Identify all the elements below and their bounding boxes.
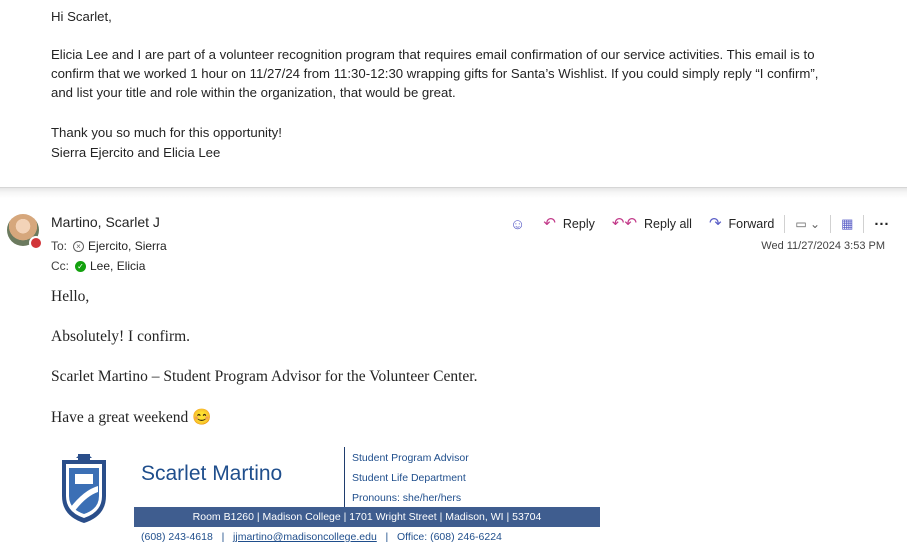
signature-office: Office: (608) 246-6224 — [397, 531, 502, 543]
signature-phone: (608) 243-4618 — [141, 531, 213, 543]
college-logo — [60, 450, 108, 524]
body-confirmation: Absolutely! I confirm. — [51, 328, 191, 345]
previous-greeting: Hi Scarlet, — [51, 9, 112, 24]
to-label: To: — [51, 239, 68, 253]
forward-label: Forward — [728, 217, 775, 231]
reply-all-label: Reply all — [644, 217, 692, 231]
more-options-icon[interactable]: ··· — [874, 215, 890, 233]
previous-paragraph-line1: Elicia Lee and I are part of a volunteer recognition program that requires email confirmation of our service activities. This email is to — [51, 47, 815, 62]
body-role: Scarlet Martino – Student Program Advisor for the Volunteer Center. — [51, 368, 478, 385]
signature-pronouns: Pronouns: she/her/hers — [352, 492, 462, 504]
more-actions-dropdown-icon[interactable]: ▭ ⌄ — [795, 217, 821, 231]
action-separator — [863, 215, 864, 233]
signature-divider — [344, 447, 345, 508]
message-date: Wed 11/27/2024 3:53 PM — [761, 240, 885, 252]
action-separator — [830, 215, 831, 233]
action-separator — [784, 215, 785, 233]
message-actions — [510, 214, 889, 234]
to-recipient[interactable]: Ejercito, Sierra — [88, 239, 167, 253]
body-closing: Have a great weekend 😊 — [51, 409, 212, 426]
available-status-icon: ✓ — [75, 261, 86, 272]
sender-name[interactable]: Martino, Scarlet J — [51, 214, 160, 230]
signature-department: Student Life Department — [352, 472, 466, 484]
forward-icon: ↷ — [708, 215, 722, 232]
cc-label: Cc: — [51, 259, 69, 273]
previous-thanks: Thank you so much for this opportunity! — [51, 125, 282, 140]
cc-recipient[interactable]: Lee, Elicia — [90, 259, 146, 273]
signature-title: Student Program Advisor — [352, 452, 469, 464]
message-divider — [0, 187, 907, 198]
apps-icon[interactable]: ▦ — [841, 216, 854, 231]
signature-email-link[interactable]: jjmartino@madisoncollege.edu — [233, 531, 377, 543]
previous-paragraph-line2: confirm that we worked 1 hour on 11/27/24 from 11:30-12:30 wrapping gifts for Santa’s Wishlist. If you could simply reply “I confirm”, — [51, 66, 819, 81]
signature-name: Scarlet Martino — [141, 462, 283, 485]
unavailable-status-icon: × — [73, 241, 84, 252]
presence-badge — [29, 236, 43, 250]
body-greeting: Hello, — [51, 288, 90, 305]
previous-message — [0, 0, 907, 188]
reply-icon: ↶ — [543, 215, 556, 232]
signature-contact: (608) 243-4618 | jjmartino@madisoncollege.edu | Office: (608) 246-6224 — [141, 531, 502, 543]
forward-button[interactable] — [709, 217, 774, 231]
signature-address: Room B1260 | Madison College | 1701 Wright Street | Madison, WI | 53704 — [134, 507, 600, 527]
previous-paragraph-line3: and list your title and role within the organization, that would be great. — [51, 85, 456, 100]
previous-signoff: Sierra Ejercito and Elicia Lee — [51, 145, 221, 160]
react-emoji-icon[interactable]: ☺ — [510, 215, 526, 233]
reply-button[interactable] — [543, 217, 595, 231]
reply-all-button[interactable] — [612, 217, 692, 231]
cc-line — [51, 259, 145, 273]
reply-label: Reply — [562, 217, 595, 231]
reply-all-icon: ↶↶ — [611, 215, 638, 232]
to-line — [51, 239, 167, 253]
